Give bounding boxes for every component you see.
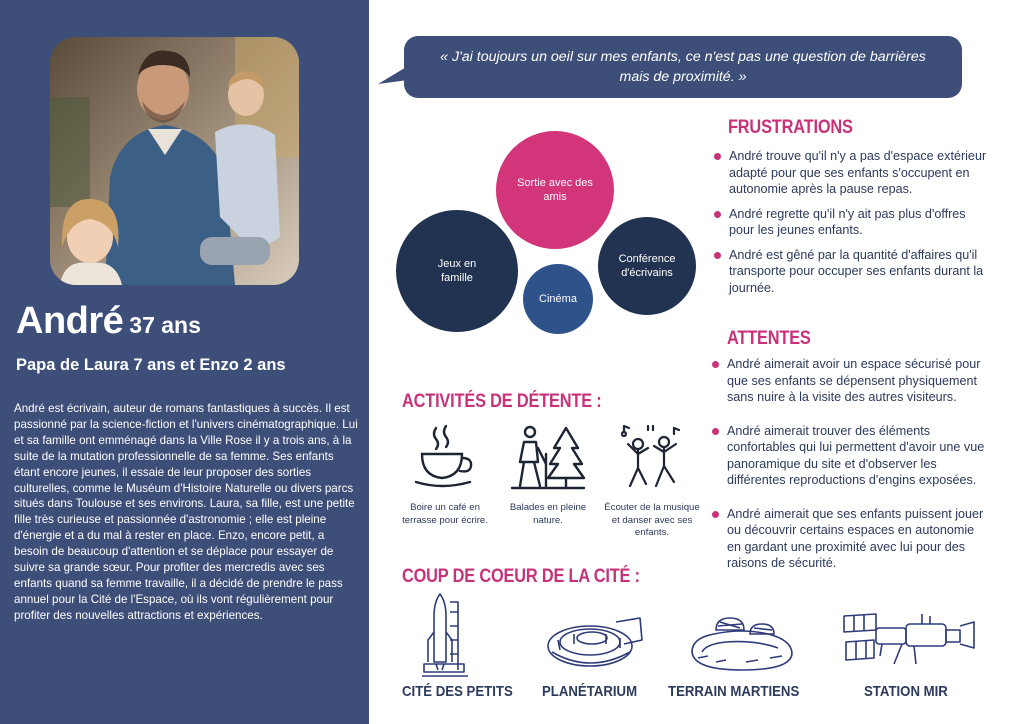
profile-panel <box>0 0 369 724</box>
attentes-title: ATTENTES <box>727 328 811 349</box>
attente-item: André aimerait que ses enfants puissent jouer ou découvrir certains espaces en autonomie en gardant une proximité avec lui pour des raisons de sécurité. <box>710 506 988 572</box>
favorite-label: CITÉ DES PETITS <box>402 683 513 700</box>
persona-heading <box>16 300 201 343</box>
planetarium-icon <box>544 610 646 672</box>
activities-title: ACTIVITÉS DE DÉTENTE : <box>402 391 602 412</box>
frustrations-title: FRUSTRATIONS <box>728 117 853 138</box>
mars-terrain-icon <box>686 612 798 674</box>
attente-item: André aimerait trouver des éléments confortables qui lui permettent d'avoir une vue panoramique du site et d'observer les différentes reproductions d'engins exposées. <box>710 423 988 489</box>
favorite-label: PLANÉTARIUM <box>542 683 638 700</box>
frustration-item: André regrette qu'il n'y ait pas plus d'offres pour les jeunes enfants. <box>712 206 987 239</box>
activity-label: Écouter de la musique et danser avec ses enfants. <box>604 502 700 538</box>
persona-bio: André est écrivain, auteur de romans fantastiques à succès. Il est passionné par la science-fiction et l'univers cinématographique. Lui et sa famille ont emménagé dans la Ville Rose il y a trois ans, à la suite de la mutation professionnelle de sa femme. Ses enfants étant encore jeunes, il essaie de leur proposer des sorties culturelles, comme le Muséum d'Histoire Naturelle ou divers parcs situés dans Toulouse et ses environs. Laura, sa fille, est une petite fille très curieuse et passionnée d'astronomie ; elle est pleine d'énergie et a du mal à rester en place. Enzo, encore petit, a besoin de beaucoup d'attention et se déplace pour essayer de suivre sa grande sœur. Pour profiter des mercredis avec ses enfants quand sa femme travaille, il a décidé de prendre le pass annuel pour la Cité de l'Espace, où ils vont régulièrement pour profiter des nouvelles attractions et expériences. <box>14 402 358 622</box>
favorite-label: TERRAIN MARTIENS <box>668 683 800 700</box>
interest-bubble-conference <box>598 217 696 315</box>
persona-subtitle: Papa de Laura 7 ans et Enzo 2 ans <box>16 356 286 374</box>
frustration-item: André trouve qu'il n'y a pas d'espace extérieur adapté pour que ses enfants s'occupent en autonomie après la pause repas. <box>712 148 987 198</box>
persona-age: 37 ans <box>129 312 201 338</box>
family-photo-illustration <box>50 37 299 285</box>
interest-bubble-friends <box>496 131 614 249</box>
favorite-label: STATION MIR <box>864 683 948 700</box>
interest-bubble-family-games <box>396 210 518 332</box>
frustrations-list <box>712 148 987 296</box>
space-station-icon <box>842 612 976 668</box>
quote-bubble: « J'ai toujours un oeil sur mes enfants, ce n'est pas une question de barrières mais de proximité. » <box>404 36 962 98</box>
favorites-title: COUP DE COEUR DE LA CITÉ : <box>402 566 640 587</box>
interest-label: Cinéma <box>539 293 577 305</box>
hiking-icon <box>510 424 586 490</box>
interest-bubble-cinema <box>523 264 593 334</box>
rocket-icon <box>420 592 470 678</box>
attentes-list <box>710 356 988 572</box>
coffee-cup-icon <box>414 424 476 490</box>
interest-label: Sortie avec des amis <box>517 177 593 203</box>
attente-item: André aimerait avoir un espace sécurisé pour que ses enfants se dépensent physiquement sans nuire à la visite des autres visiteurs. <box>710 356 988 406</box>
profile-photo <box>50 37 299 285</box>
interest-label: Jeux en famille <box>437 258 477 284</box>
dancing-icon <box>618 424 686 490</box>
interest-label: Conférence d'écrivains <box>618 253 676 279</box>
frustration-item: André est gêné par la quantité d'affaires qu'il transporte pour occuper ses enfants durant la journée. <box>712 247 987 297</box>
activity-label: Balades en pleine nature. <box>509 502 587 526</box>
activity-label: Boire un café en terrasse pour écrire. <box>402 502 488 526</box>
persona-name: André <box>16 300 124 342</box>
